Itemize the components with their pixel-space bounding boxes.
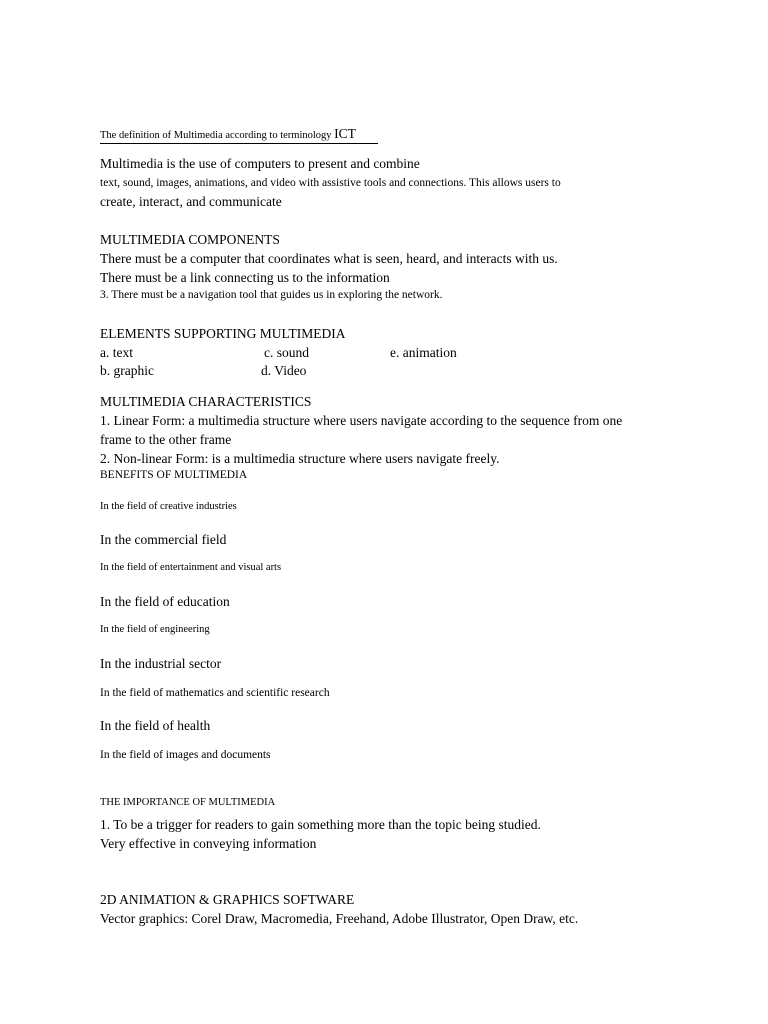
importance-item-2: Very effective in conveying information [100, 836, 317, 851]
definition-line-2: text, sound, images, animations, and video with assistive tools and connections. This allows users to [100, 177, 561, 189]
benefit-item: In the field of engineering [100, 624, 210, 635]
element-d: d. Video [261, 363, 307, 378]
element-e: e. animation [390, 345, 457, 360]
benefit-item: In the commercial field [100, 532, 227, 547]
element-a: a. text [100, 345, 133, 360]
benefit-item: In the field of health [100, 718, 211, 733]
benefit-item: In the field of images and documents [100, 749, 271, 761]
characteristics-heading: MULTIMEDIA CHARACTERISTICS [100, 394, 312, 409]
importance-heading: THE IMPORTANCE OF MULTIMEDIA [100, 797, 276, 808]
benefit-item: In the field of mathematics and scientific research [100, 687, 330, 699]
components-item-1: There must be a computer that coordinates what is seen, heard, and interacts with us. [100, 251, 558, 266]
element-c: c. sound [264, 345, 309, 360]
benefits-heading: BENEFITS OF MULTIMEDIA [100, 469, 248, 481]
characteristics-item-2: 2. Non-linear Form: is a multimedia structure where users navigate freely. [100, 451, 500, 466]
characteristics-item-1-cont: frame to the other frame [100, 432, 232, 447]
components-item-2: There must be a link connecting us to the information [100, 270, 390, 285]
components-item-3: 3. There must be a navigation tool that guides us in exploring the network. [100, 289, 443, 301]
definition-line-3: create, interact, and communicate [100, 194, 282, 209]
components-heading: MULTIMEDIA COMPONENTS [100, 232, 280, 247]
software-item-1: Vector graphics: Corel Draw, Macromedia, Freehand, Adobe Illustrator, Open Draw, etc. [100, 911, 579, 926]
definition-line-1: Multimedia is the use of computers to present and combine [100, 156, 420, 171]
benefit-item: In the field of creative industries [100, 501, 237, 512]
characteristics-item-1: 1. Linear Form: a multimedia structure where users navigate according to the sequence from one [100, 413, 623, 428]
software-heading: 2D ANIMATION & GRAPHICS SOFTWARE [100, 892, 355, 907]
element-b: b. graphic [100, 363, 154, 378]
title-acronym: ICT [334, 126, 356, 141]
importance-item-1: 1. To be a trigger for readers to gain something more than the topic being studied. [100, 817, 541, 832]
benefit-item: In the field of education [100, 594, 230, 609]
elements-heading: ELEMENTS SUPPORTING MULTIMEDIA [100, 326, 346, 341]
title-small-text: The definition of Multimedia according to terminology [100, 130, 335, 141]
benefit-item: In the industrial sector [100, 656, 222, 671]
benefit-item: In the field of entertainment and visual arts [100, 562, 282, 573]
document-title [100, 127, 378, 144]
